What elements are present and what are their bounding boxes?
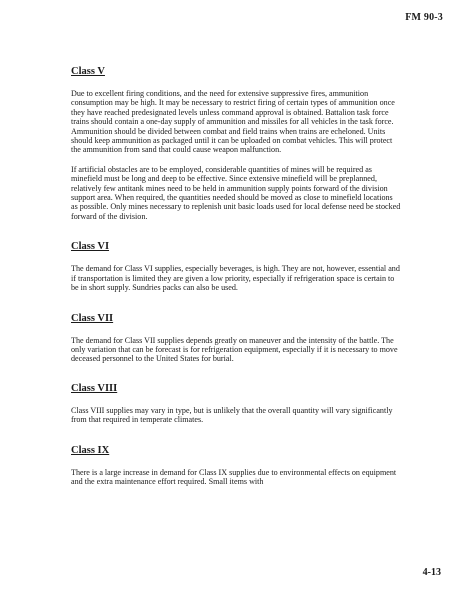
- section-heading: Class VIII: [71, 382, 118, 394]
- section-heading: Class V: [71, 66, 105, 77]
- section-class-viii: [71, 383, 401, 425]
- paragraph: The demand for Class VI supplies, especially beverages, is high. They are not, however, essential and if transportation is limited they are given a low priority, especially if refrigeration space is certain to be in short supply. Sundries packs can also be used.: [71, 264, 400, 293]
- section-heading: Class VI: [71, 241, 110, 253]
- paragraph: Class VIII supplies may vary in type, but is unlikely that the overall quantity will vary significantly from that required in temperate climates.: [71, 405, 393, 425]
- section-heading: Class IX: [71, 444, 110, 456]
- section-class-vi: [71, 241, 401, 292]
- section-class-vii: [71, 313, 401, 364]
- paragraph: If artificial obstacles are to be employed, considerable quantities of mines will be required as minefield must be long and deep to be effective. Since extensive minefield will be preplanned, relatively few antitank mines need to be held in ammunition supply points forward of the division support area. When required, the quantities needed should be moved as close to minefield locations as possible. Only mines necessary to replenish unit basic loads used for local defense need be stocked forward of the division.: [71, 164, 401, 221]
- paragraph: There is a large increase in demand for Class IX supplies due to environmental effects on equipment and the extra maintenance effort required. Small items with: [71, 467, 397, 486]
- paragraph: Due to excellent firing conditions, and the need for extensive suppressive fires, ammunition consumption may be high. It may be necessary to restrict firing of certain types of ammunition once they have reached predesignated levels unless command approval is obtained. Battalion task force trains should contain a one-day supply of ammunition and missiles for all vehicles in the task force. Ammunition should be divided between combat and field trains when trains are echeloned. Units should keep ammunition as packaged until it can be uploaded on combat vehicles. This will protect the ammunition from sand that could cause weapon malfunction.: [71, 89, 395, 155]
- page-number: 4-13: [422, 567, 441, 578]
- manual-id-header: FM 90-3: [405, 12, 443, 23]
- section-heading: Class VII: [71, 312, 114, 324]
- paragraph: The demand for Class VII supplies depends greatly on maneuver and the intensity of the battle. The only variation that can be forecast is for refrigeration equipment, especially if it is necessary to move deceased personnel to the United States for burial.: [71, 335, 398, 364]
- page-body: [71, 66, 401, 505]
- section-class-ix: [71, 445, 401, 487]
- section-class-v: [71, 66, 401, 221]
